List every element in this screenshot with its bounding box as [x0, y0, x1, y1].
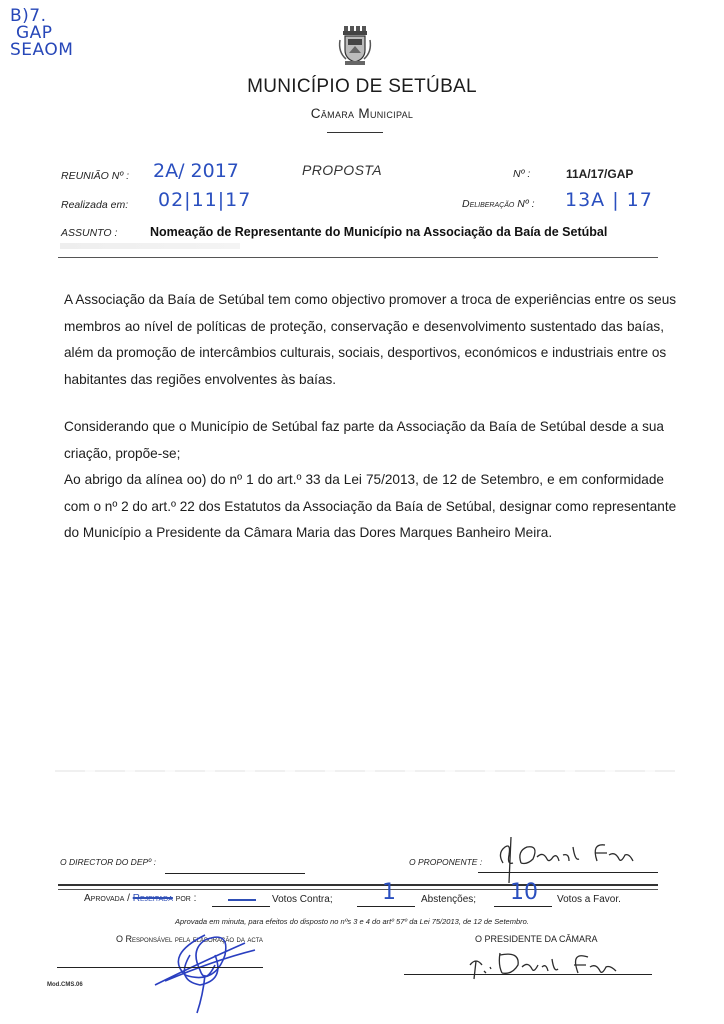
body-line: criação, propõe-se; — [64, 445, 181, 461]
meeting-label: REUNIÃO Nº : — [61, 170, 130, 182]
held-on-label: Realizada em: — [61, 199, 129, 211]
president-signature — [450, 943, 630, 983]
document-type: PROPOSTA — [302, 162, 382, 178]
proponent-signature-line — [478, 872, 658, 873]
rejected-label: Rejeitada — [132, 893, 173, 904]
abstentions-label: Abstenções; — [421, 894, 477, 905]
votes-against-line — [357, 906, 415, 907]
abstentions-line — [494, 906, 552, 907]
body-line: com o nº 2 do art.º 22 dos Estatutos da Associação da Baía de Setúbal, designar como representante — [64, 498, 677, 514]
held-on-value: 02|11|17 — [158, 189, 252, 211]
deliberation-label: Deliberação Nº : — [462, 198, 535, 210]
by-label: por : — [175, 893, 197, 904]
body-line: membros ao nível de políticas de proteção, conservação e desenvolvimento sustentado das baías, — [64, 318, 664, 334]
proponent-label: O PROPONENTE : — [409, 857, 483, 867]
subject-label: ASSUNTO : — [61, 227, 118, 239]
title-divider — [327, 132, 383, 133]
approval-status-row — [84, 893, 196, 904]
municipality-title: MUNICÍPIO DE SETÚBAL — [247, 76, 477, 97]
minutes-responsible-signature — [145, 925, 265, 1015]
body-line: A Associação da Baía de Setúbal tem como objectivo promover a troca de experiências entre os seus — [64, 292, 677, 307]
president-signature-line — [404, 974, 652, 975]
meeting-value: 2A/ 2017 — [153, 160, 239, 182]
chamber-subtitle: Câmara Municipal — [310, 106, 414, 121]
body-line: Ao abrigo da alínea oo) do nº 1 do art.º 33 da Lei 75/2013, de 12 de Setembro, e em conformidade — [64, 472, 664, 487]
abstentions-value: 10 — [510, 880, 538, 905]
municipal-coat-of-arms-icon — [338, 26, 372, 66]
votes-against-label: Votos Contra; — [272, 894, 333, 905]
handwritten-note — [10, 8, 73, 59]
minutes-responsible-signature-line — [57, 967, 263, 968]
director-label: O DIRECTOR DO DEPº : — [60, 857, 156, 867]
body-paragraph-2 — [64, 414, 677, 547]
votes-for-label: Votos a Favor. — [557, 894, 621, 905]
votes-by-line — [212, 906, 270, 907]
director-signature-line — [165, 873, 305, 874]
votes-by-strike — [228, 899, 256, 901]
president-label: O PRESIDENTE DA CÂMARA — [475, 934, 598, 944]
number-label: Nº : — [513, 168, 531, 180]
handwritten-note-line: GAP — [16, 23, 53, 43]
deliberation-value: 13A | 17 — [565, 189, 653, 211]
form-code: Mod.CMS.06 — [47, 982, 83, 988]
body-line: Considerando que o Município de Setúbal faz parte da Associação da Baía de Setúbal desde a sua — [64, 419, 664, 434]
subject-value: Nomeação de Representante do Município na Associação da Baía de Setúbal — [150, 225, 608, 239]
body-line: habitantes das regiões envolventes às baías. — [64, 371, 337, 387]
scan-artifact — [60, 243, 240, 249]
minutes-responsible-label: O Responsável pela elaboração da acta — [116, 934, 263, 944]
subject-divider — [58, 257, 658, 258]
minutes-approval-note: Aprovada em minuta, para efeitos do disposto no nºs 3 e 4 do artº 57º da Lei 75/2013, de 12 de Setembro. — [175, 917, 529, 926]
body-line: além da promoção de intercâmbios culturais, sociais, desportivos, económicos e industriais entre os — [64, 345, 667, 360]
scan-artifact — [55, 770, 675, 772]
approved-label: Aprovada / — [84, 893, 130, 904]
body-line: do Município a Presidente da Câmara Maria das Dores Marques Banheiro Meira. — [64, 525, 553, 540]
votes-against-value: 1 — [382, 880, 396, 905]
handwritten-note-line: B)7. — [10, 6, 47, 26]
footer-divider — [58, 884, 658, 890]
handwritten-note-line: SEAOM — [10, 40, 74, 60]
body-paragraph-1 — [64, 287, 677, 393]
proponent-signature — [483, 833, 653, 873]
proposal-number: 11A/17/GAP — [566, 167, 634, 181]
